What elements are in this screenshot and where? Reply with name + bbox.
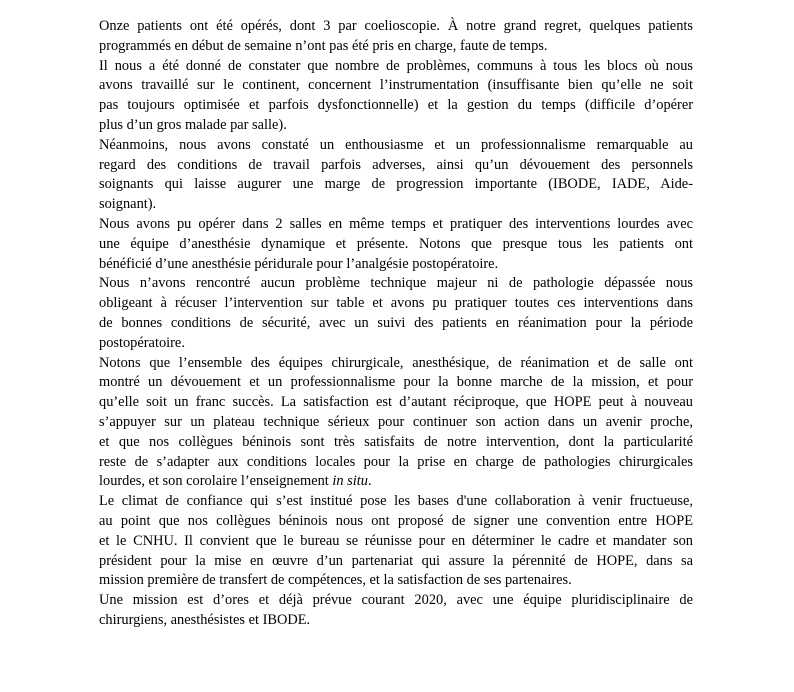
text-line: avons travaillé sur le continent, concernent l’instrumentation (insuffisante bien qu’elle ne soit [99,77,693,94]
text-line: mission première de transfert de compétences, et la satisfaction de ses partenaires. [99,572,572,589]
text-line: de bonnes conditions de sécurité, avec un suivi des patients en réanimation pour la période [99,314,693,331]
paragraph-4 [99,215,693,274]
text-line: soignants qui laisse augurer une marge de progression importante (IBODE, IADE, Aide- [99,176,693,193]
text-line: président pour la mise en œuvre d’un partenariat qui assure la pérennité de HOPE, dans sa [99,552,693,569]
text-line: chirurgiens, anesthésistes et IBODE. [99,611,311,628]
text-line: et le CNHU. Il convient que le bureau se réunisse pour en déterminer le cadre et mandater son [99,532,693,549]
emphasis-in-situ: in situ [332,473,368,490]
text-line: Notons que l’ensemble des équipes chirurgicale, anesthésique, de réanimation et de salle ont [99,354,693,371]
text-line: obligeant à récuser l’intervention sur table et avons pu pratiquer toutes ces interventions dans [99,295,693,312]
text-fragment: lourdes, et son corolaire l’enseignement [99,473,333,490]
text-line: montré un dévouement et un professionnalisme pour la bonne marche de la mission, et pour [99,374,693,391]
paragraph-3 [99,136,693,215]
text-line: postopératoire. [99,334,185,351]
text-line [99,472,693,492]
paragraph-6 [99,354,693,493]
paragraph-8 [99,591,693,631]
text-line: au point que nos collègues béninois nous ont proposé de signer une convention entre HOPE [99,512,693,529]
text-line: Néanmoins, nous avons constaté un enthousiasme et un professionnalisme remarquable au [99,136,693,153]
text-line: s’appuyer sur un plateau technique sérieux pour continuer son action dans un avenir proche, [99,413,693,430]
text-line: bénéficié d’une anesthésie péridurale pour l’analgésie postopératoire. [99,255,499,272]
paragraph-1 [99,17,693,57]
text-line: Onze patients ont été opérés, dont 3 par coelioscopie. À notre grand regret, quelques patients [99,18,693,34]
text-fragment: . [367,473,372,490]
text-line: une équipe d’anesthésie dynamique et présente. Notons que presque tous les patients ont [99,235,693,252]
text-line: Nous n’avons rencontré aucun problème technique majeur ni de pathologie dépassée nous [99,275,693,292]
text-line: reste de s’adapter aux conditions locales pour la prise en charge de pathologies chirurgicales [99,453,693,470]
text-line: Nous avons pu opérer dans 2 salles en même temps et pratiquer des interventions lourdes avec [99,215,693,232]
text-line: Il nous a été donné de constater que nombre de problèmes, communs à tous les blocs où nous [99,57,693,74]
text-line: plus d’un gros malade par salle). [99,116,287,133]
text-line: regard des conditions de travail parfois adverses, ainsi qu’un dévouement des personnels [99,156,693,173]
text-line: Une mission est d’ores et déjà prévue courant 2020, avec une équipe pluridisciplinaire de [99,592,693,609]
text-line: programmés en début de semaine n’ont pas été pris en charge, faute de temps. [99,37,548,54]
paragraph-7 [99,492,693,591]
paragraph-5 [99,274,693,353]
paragraph-2 [99,57,693,136]
text-line: Le climat de confiance qui s’est institué pose les bases d'une collaboration à venir fructueuse, [99,493,693,510]
text-line: qu’elle soit un franc succès. La satisfaction est d’autant réciproque, que HOPE peut à nouveau [99,394,693,411]
text-line: soignant). [99,196,157,213]
text-line: et que nos collègues béninois sont très satisfaits de notre intervention, dont la particularité [99,433,693,450]
document-body [99,17,693,631]
text-line: pas toujours optimisée et parfois dysfonctionnelle) et la gestion du temps (difficile d’opérer [99,97,693,114]
